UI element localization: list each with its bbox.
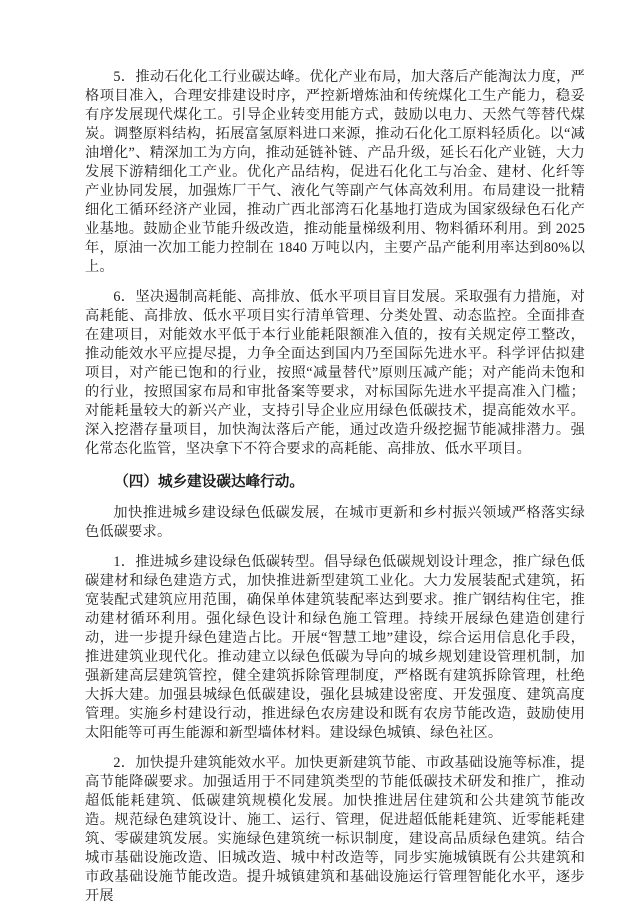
paragraph-section-intro: 加快推进城乡建设绿色低碳发展，在城市更新和乡村振兴领域严格落实绿色低碳要求。 [85, 505, 585, 540]
paragraph-item6-curb-high-energy-projects: 6．坚决遏制高耗能、高排放、低水平项目盲目发展。采取强有力措施，对高耗能、高排放、低水平项目实行清单管理、分类处置、动态监控。全面排查在建项目，对能效水平低于本行业能耗限额准入值的，按有关规定停工整改，推动能效水平应提尽提，力争全面达到国内乃至国际先进水平。科学评估拟建项目，对产能已饱和的行业，按照“减量替代”原则压减产能；对产能尚未饱和的行业，按照国家布局和审批备案等要求，对标国际先进水平提高准入门槛；对能耗量较大的新兴产业，支持引导企业应用绿色低碳技术，提高能效水平。深入挖潜存量项目，加快淘汰落后产能，通过改造升级挖掘节能减排潜力。强化常态化监管，坚决拿下不符合要求的高耗能、高排放、低水平项目。 [85, 289, 585, 457]
paragraph-item2-building-energy-efficiency: 2．加快提升建筑能效水平。加快更新建筑节能、市政基础设施等标准，提高节能降碳要求。加强适用于不同建筑类型的节能低碳技术研发和推广，推动超低能耗建筑、低碳建筑规模化发展。加快推进居住建筑和公共建筑节能改造。规范绿色建筑设计、施工、运行、管理，促进超低能耗建筑、近零能耗建筑、零碳建筑发展。实施绿色建筑统一标识制度，建设高品质绿色建筑。结合城市基础设施改造、旧城改造、城中村改造等，同步实施城镇既有公共建筑和市政基础设施节能改造。提升城镇建筑和基础设施运行管理智能化水平，逐步开展 [85, 755, 585, 904]
section-heading-urban-rural-carbon-peak-action: （四）城乡建设碳达峰行动。 [114, 474, 304, 490]
document-content [85, 68, 585, 905]
paragraph-item5-petrochemical-carbon-peak: 5．推动石化化工行业碳达峰。优化产业布局，加大落后产能淘汰力度，严格项目准入，合理安排建设时序，严控新增炼油和传统煤化工生产能力，稳妥有序发展现代煤化工。引导企业转变用能方式，鼓励以电力、天然气等替代煤炭。调整原料结构，拓展富氢原料进口来源，推动石化化工原料轻质化。以“减油增化”、精深加工为方向，推动延链补链、产品升级，延长石化产业链，大力发展下游精细化工产业。优化产品结构，促进石化化工与冶金、建材、化纤等产业协同发展，加强炼厂干气、液化气等副产气体高效利用。布局建设一批精细化工循环经济产业园，推动广西北部湾石化基地打造成为国家级绿色石化产业基地。鼓励企业节能升级改造，推动能量梯级利用、物料循环利用。到 2025 年，原油一次加工能力控制在 1840 万吨以内，主要产品产能利用率达到80%以上。 [85, 69, 585, 275]
paragraph-item1-green-low-carbon-transition: 1．推进城乡建设绿色低碳转型。倡导绿色低碳规划设计理念，推广绿色低碳建材和绿色建造方式，加快推进新型建筑工业化。大力发展装配式建筑，拓宽装配式建筑应用范围，确保单体建筑装配率达到要求。推广钢结构住宅，推动建材循环利用。强化绿色设计和绿色施工管理。持续开展绿色建造创建行动，进一步提升绿色建造占比。开展“智慧工地”建设，综合运用信息化手段，推进建筑业现代化。推动建立以绿色低碳为导向的城乡规划建设管理机制，加强新建高层建筑管控，健全建筑拆除管理制度，严格既有建筑拆除管理，杜绝大拆大建。加强县城绿色低碳建设，强化县城建设密度、开发强度、建筑高度管理。实施乡村建设行动，推进绿色农房建设和既有农房节能改造，鼓励使用太阳能等可再生能源和新型墙体材料。建设绿色城镇、绿色社区。 [85, 554, 585, 741]
